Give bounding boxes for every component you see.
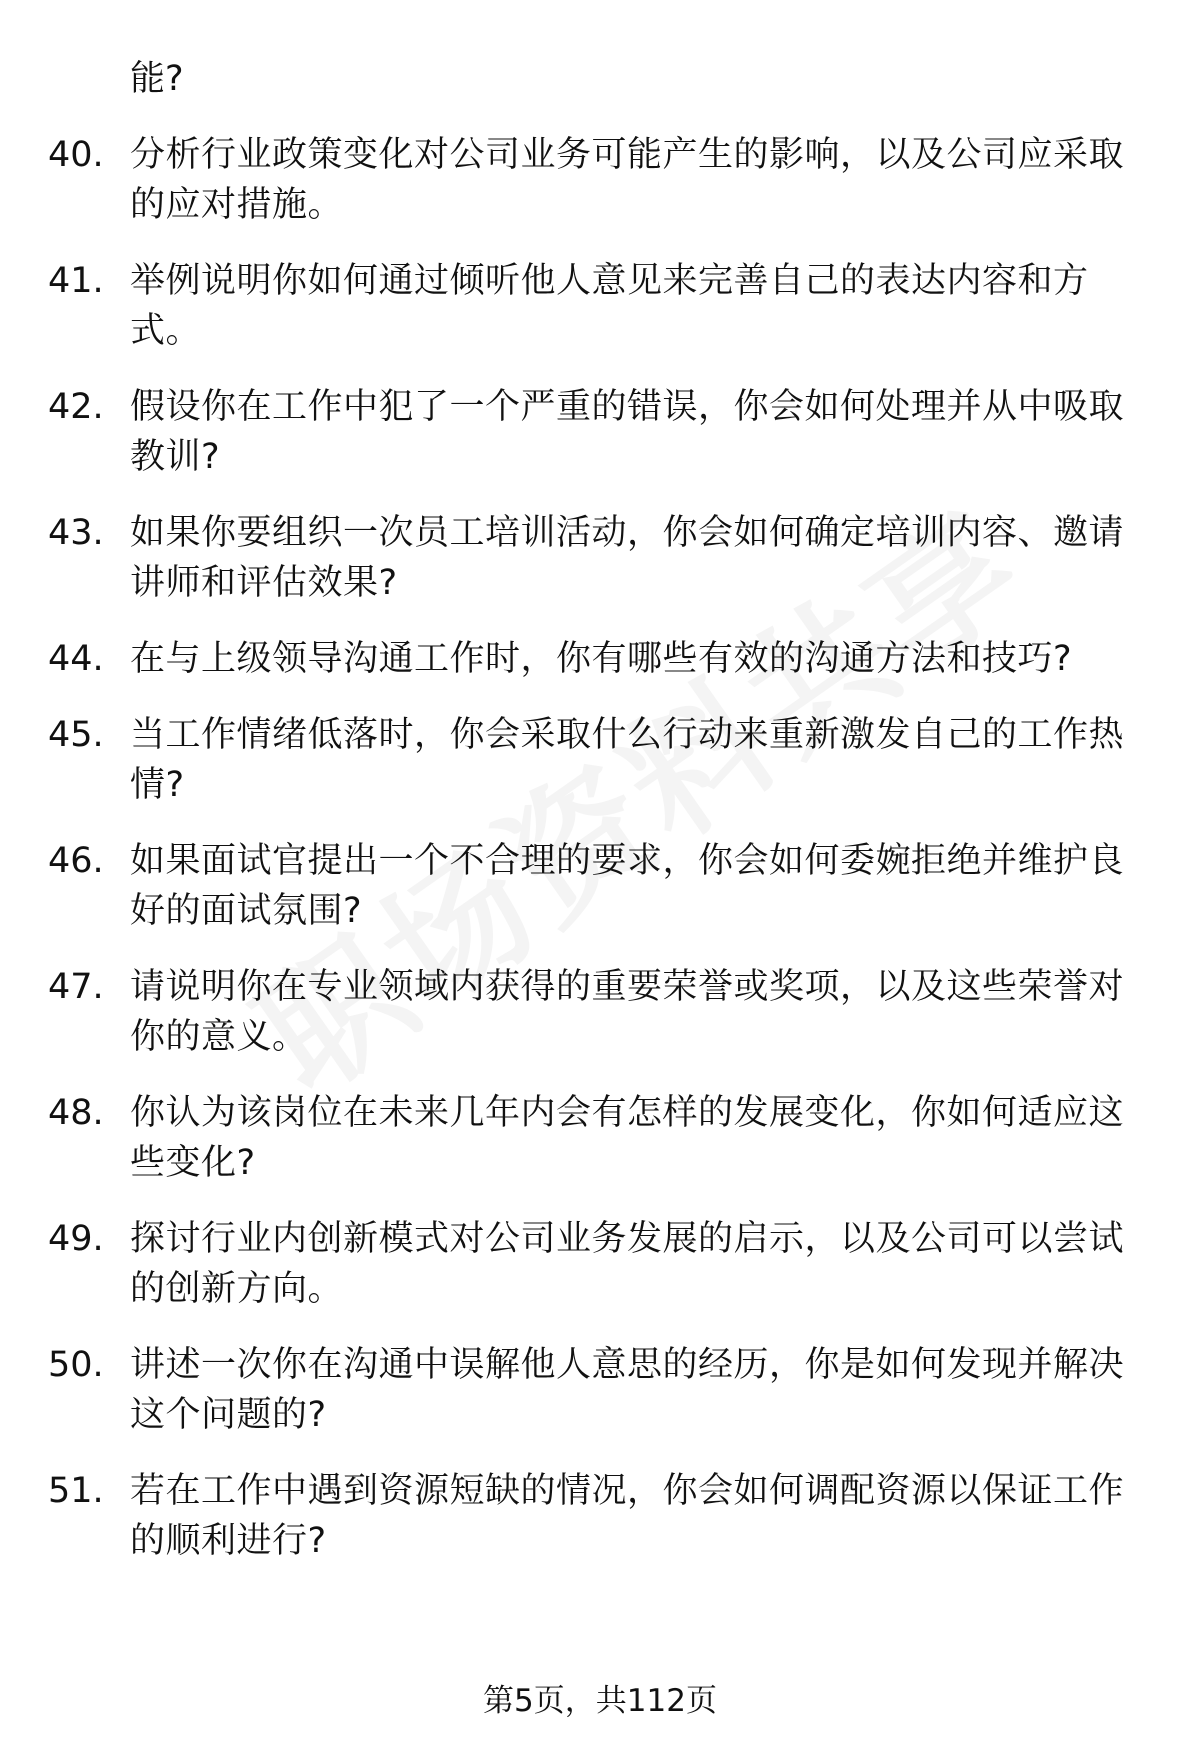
question-item-42 [48,382,1148,482]
question-item-44 [48,634,1148,684]
question-number: 46. [48,841,104,881]
question-number: 43. [48,513,104,553]
question-text: 你认为该岗位在未来几年内会有怎样的发展变化，你如何适应这些变化? [130,1093,1125,1183]
question-number: 45. [48,715,104,755]
question-item-41 [48,256,1148,356]
question-text: 在与上级领导沟通工作时，你有哪些有效的沟通方法和技巧? [130,639,1073,679]
question-item-48 [48,1088,1148,1188]
question-item-49 [48,1214,1148,1314]
question-list [48,54,1148,1592]
question-item-47 [48,962,1148,1062]
question-text: 举例说明你如何通过倾听他人意见来完善自己的表达内容和方式。 [130,261,1089,351]
question-item-46 [48,836,1148,936]
question-item-40 [48,130,1148,230]
previous-question-continuation: 能? [130,59,184,99]
question-text: 如果你要组织一次员工培训活动，你会如何确定培训内容、邀请讲师和评估效果? [130,513,1125,603]
page-footer: 第5页，共112页 [483,1683,717,1719]
question-number: 41. [48,261,104,301]
question-number: 51. [48,1471,104,1511]
question-number: 49. [48,1219,104,1259]
question-text: 请说明你在专业领域内获得的重要荣誉或奖项，以及这些荣誉对你的意义。 [130,967,1125,1057]
question-number: 42. [48,387,104,427]
question-text: 当工作情绪低落时，你会采取什么行动来重新激发自己的工作热情? [130,715,1125,805]
question-item-50 [48,1340,1148,1440]
question-number: 44. [48,639,104,679]
question-number: 50. [48,1345,104,1385]
question-text: 讲述一次你在沟通中误解他人意思的经历，你是如何发现并解决这个问题的? [130,1345,1125,1435]
question-text: 假设你在工作中犯了一个严重的错误，你会如何处理并从中吸取教训? [130,387,1125,477]
question-text: 分析行业政策变化对公司业务可能产生的影响，以及公司应采取的应对措施。 [130,135,1125,225]
question-number: 40. [48,135,104,175]
question-item-45 [48,710,1148,810]
question-text: 如果面试官提出一个不合理的要求，你会如何委婉拒绝并维护良好的面试氛围? [130,841,1125,931]
question-number: 47. [48,967,104,1007]
question-text: 探讨行业内创新模式对公司业务发展的启示，以及公司可以尝试的创新方向。 [130,1219,1125,1309]
question-item-51 [48,1466,1148,1566]
question-item-43 [48,508,1148,608]
question-text: 若在工作中遇到资源短缺的情况，你会如何调配资源以保证工作的顺利进行? [130,1471,1125,1561]
question-number: 48. [48,1093,104,1133]
